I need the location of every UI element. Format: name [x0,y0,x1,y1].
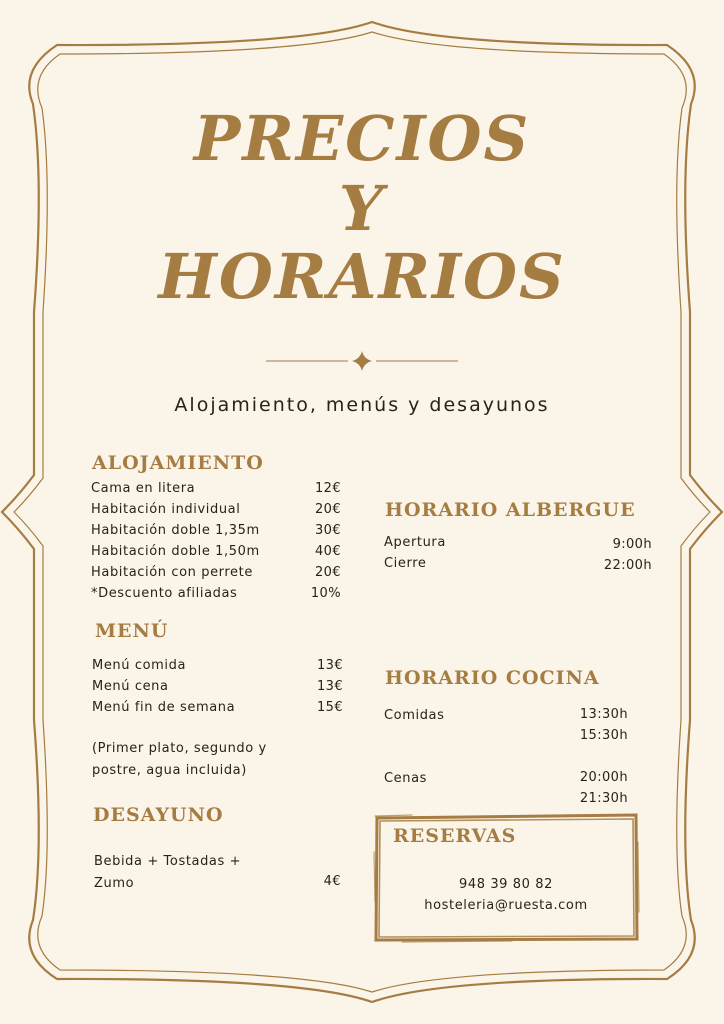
price-item-label: Menú fin de semana [92,700,236,715]
price-item-value: 40€ [314,544,341,559]
menu-note-line: (Primer plato, segundo y [92,741,267,756]
price-item-label: Menú cena [92,679,169,694]
price-item-label: *Descuento afiliadas [91,586,238,601]
price-item-value: 15€ [316,700,343,715]
section-heading-reservas: RESERVAS [393,825,517,847]
reservas-email[interactable]: hosteleria@ruesta.com [424,898,588,913]
price-item-label: Habitación doble 1,35m [91,523,260,538]
price-item-label: Habitación con perrete [91,565,253,580]
schedule-time: 9:00h [612,537,652,552]
schedule-time: 20:00h [579,770,628,785]
title-line-y: Y [338,172,386,245]
desayuno-label-line: Zumo [94,876,135,891]
page-subtitle: Alojamiento, menús y desayunos [174,394,550,416]
price-item-label: Habitación individual [91,502,241,517]
section-heading-desayuno: DESAYUNO [93,804,224,826]
price-item-value: 12€ [314,481,341,496]
menu-note [92,738,292,782]
desayuno-item [94,851,294,895]
price-item-value: 20€ [314,565,341,580]
schedule-time: 21:30h [579,791,628,806]
price-item-value: 13€ [316,679,343,694]
desayuno-label-line: Bebida + Tostadas + [94,854,242,869]
schedule-label: Cenas [384,771,428,786]
schedule-time: 15:30h [579,728,628,743]
price-item-label: Habitación doble 1,50m [91,544,260,559]
section-heading-horario-albergue: HORARIO ALBERGUE [385,499,636,521]
desayuno-price: 4€ [323,874,341,889]
menu-note-line: postre, agua incluida) [92,763,247,778]
star-icon [352,351,372,371]
title-line-precios: PRECIOS [193,102,531,175]
title-line-horarios: HORARIOS [158,240,566,313]
schedule-label: Apertura [384,535,446,550]
price-item-value: 30€ [314,523,341,538]
schedule-time: 22:00h [603,558,652,573]
section-heading-horario-cocina: HORARIO COCINA [385,667,600,689]
ornament-divider [262,350,462,372]
reservas-phone[interactable]: 948 39 80 82 [458,877,554,892]
schedule-label: Comidas [384,708,445,723]
price-item-value: 20€ [314,502,341,517]
schedule-time: 13:30h [579,707,628,722]
price-item-label: Cama en litera [91,481,196,496]
schedule-label: Cierre [384,556,427,571]
price-item-value: 10% [310,586,341,601]
section-heading-menu: MENÚ [95,620,169,642]
section-heading-alojamiento: ALOJAMIENTO [92,452,264,474]
price-item-label: Menú comida [92,658,187,673]
price-item-value: 13€ [316,658,343,673]
